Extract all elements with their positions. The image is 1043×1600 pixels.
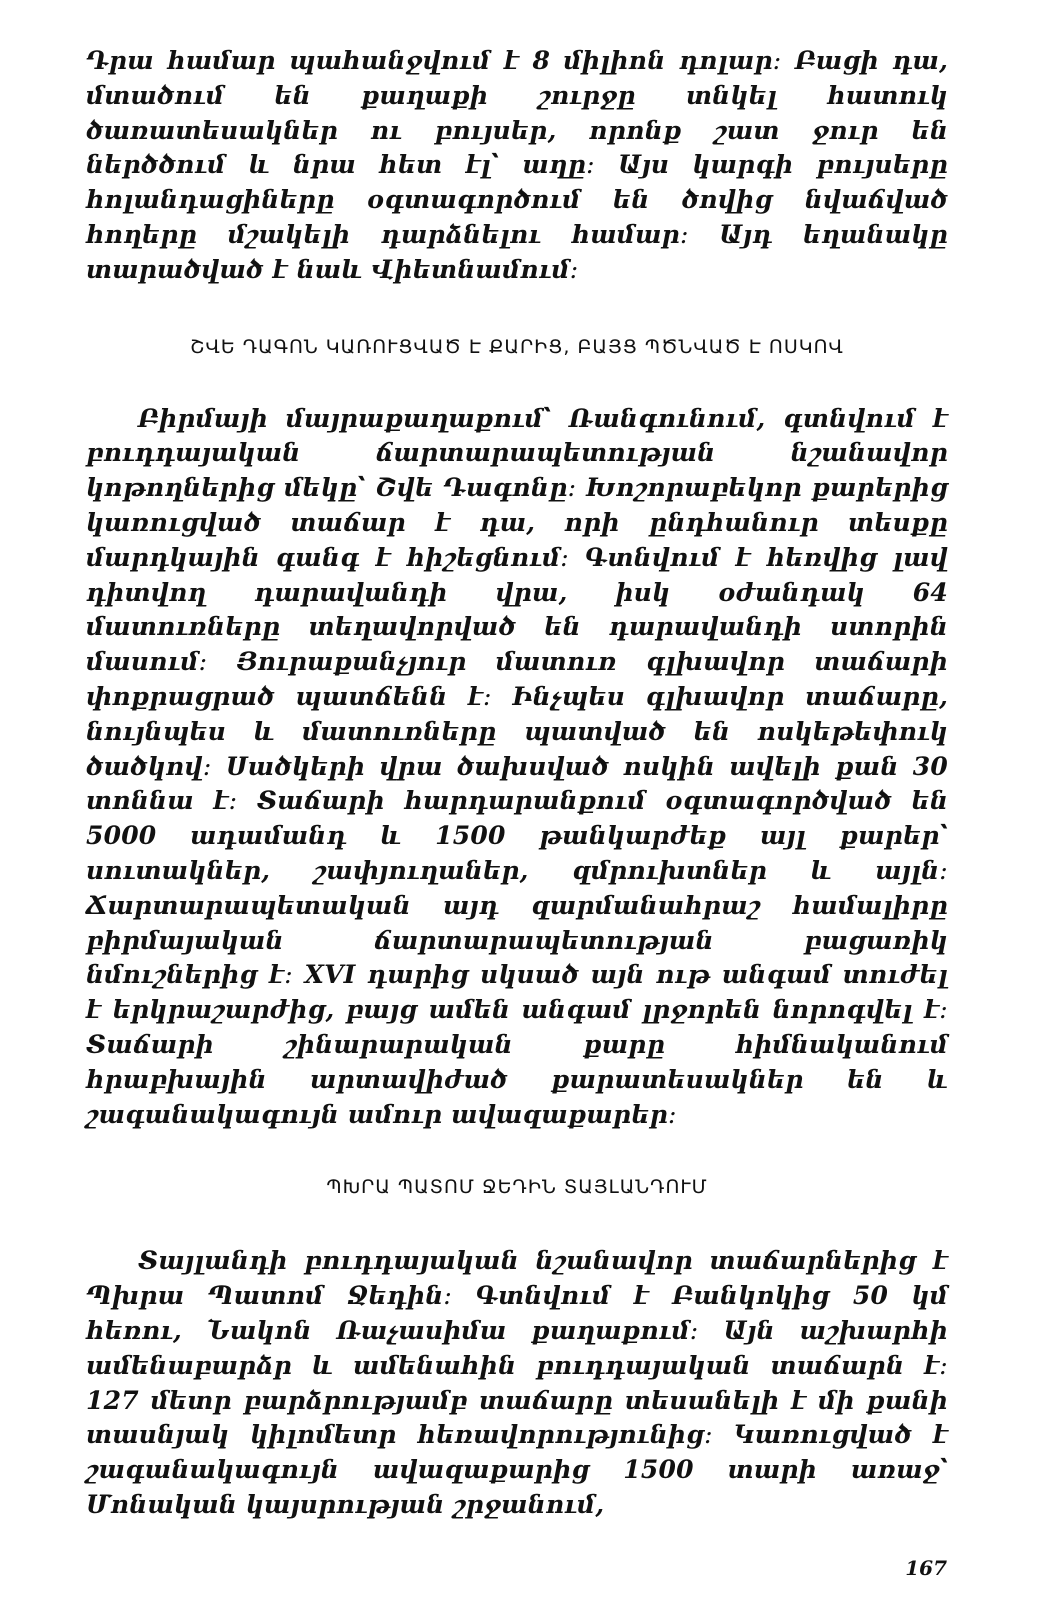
paragraph-2: Բիրմայի մայրաքաղաքում՝ Ռանգունում, գտնվում է բուդդայական ճարտարապետության նշանավոր կոթողներից մեկը՝ Շվե Դագոնը։ Խոշորաբեկոր քարերից կառուցված տաճար է դա, որի ընդհանուր տեսքը մարդկային գանգ է հիշեցնում։ Գտնվում է հեռվից լավ դիտվող դարավանդի վրա, իսկ օժանդակ 64 մատուռները տեղավորված են դարավանդի ստորին մասում։ Յուրաքանչյուր մատուռ գլխավոր տաճարի փոքրացրած պատճենն է։ Ինչպես գլխավոր տաճարը, նույնպես և մատուռները պատված են ոսկեթեփուկ ծածկով։ Սածկերի վրա ծախսված ոսկին ավելի քան 30 տոննա է։ Տաճարի հարդարանքում օգտագործված են 5000 ադամանդ և 1500 թանկարժեք այլ քարեր՝ սուտակներ, շափյուղաներ, զմրուխտներ և այլն։ Ճարտարապետական այդ զարմանահրաշ համալիրը բիրմայական ճարտարապետության բացառիկ նմուշներից է։ XVI դարից սկսած այն ութ անգամ տուժել է երկրաշարժից, բայց ամեն անգամ լրջորեն նորոգվել է։ Տաճարի շինարարական քարը հիմնականում հրաբխային արտավիժած քարատեսակներ են և շագանակագույն ամուր ավազաքարեր։ bbox=[86, 403, 948, 1129]
section-heading-shwedagon: ՇՎԵ ԴԱԳՈՆ ԿԱՌՈՒՑՎԱԾ Է ՔԱՐԻՑ, ԲԱՅՑ ՊԾՆՎԱԾ Է ՈՍԿՈՎ bbox=[190, 335, 844, 358]
section-heading-phra-pathom: ՊԽՐԱ ՊԱՏՈՄ ՋԵԴԻՆ ՏԱՅԼԱՆԴՈՒՄ bbox=[326, 1176, 708, 1199]
paragraph-3: Տայլանդի բուդդայական նշանավոր տաճարներից է Պխրա Պատոմ Ջեդին։ Գտնվում է Բանկոկից 50 կմ հեռու, Նակոն Ռաչասիմա քաղաքում։ Այն աշխարհի ամենաբարձր և ամենահին բուդդայական տաճարն է։ 127 մետր բարձրությամբ տաճարը տեսանելի է մի քանի տասնյակ կիլոմետր հեռավորությունից։ Կառուցված է շագանակագույն ավազաքարից 1500 տարի առաջ՝ Մոնական կայսրության շրջանում, bbox=[86, 1246, 948, 1519]
page-content bbox=[86, 44, 948, 1523]
paragraph-1: Դրա համար պահանջվում է 8 միլիոն դոլար։ Բացի դա, մտածում են քաղաքի շուրջը տնկել հատուկ ծառատեսակներ ու բույսեր, որոնք շատ ջուր են ներծծում և նրա հետ էլ՝ աղը։ Այս կարգի բույսերը հոլանդացիները օգտագործում են ծովից նվաճված հողերը մշակելի դարձնելու համար։ Այդ եղանակը տարածված է նաև Վիետնամում։ bbox=[86, 46, 948, 284]
page-number: 167 bbox=[905, 1556, 947, 1580]
